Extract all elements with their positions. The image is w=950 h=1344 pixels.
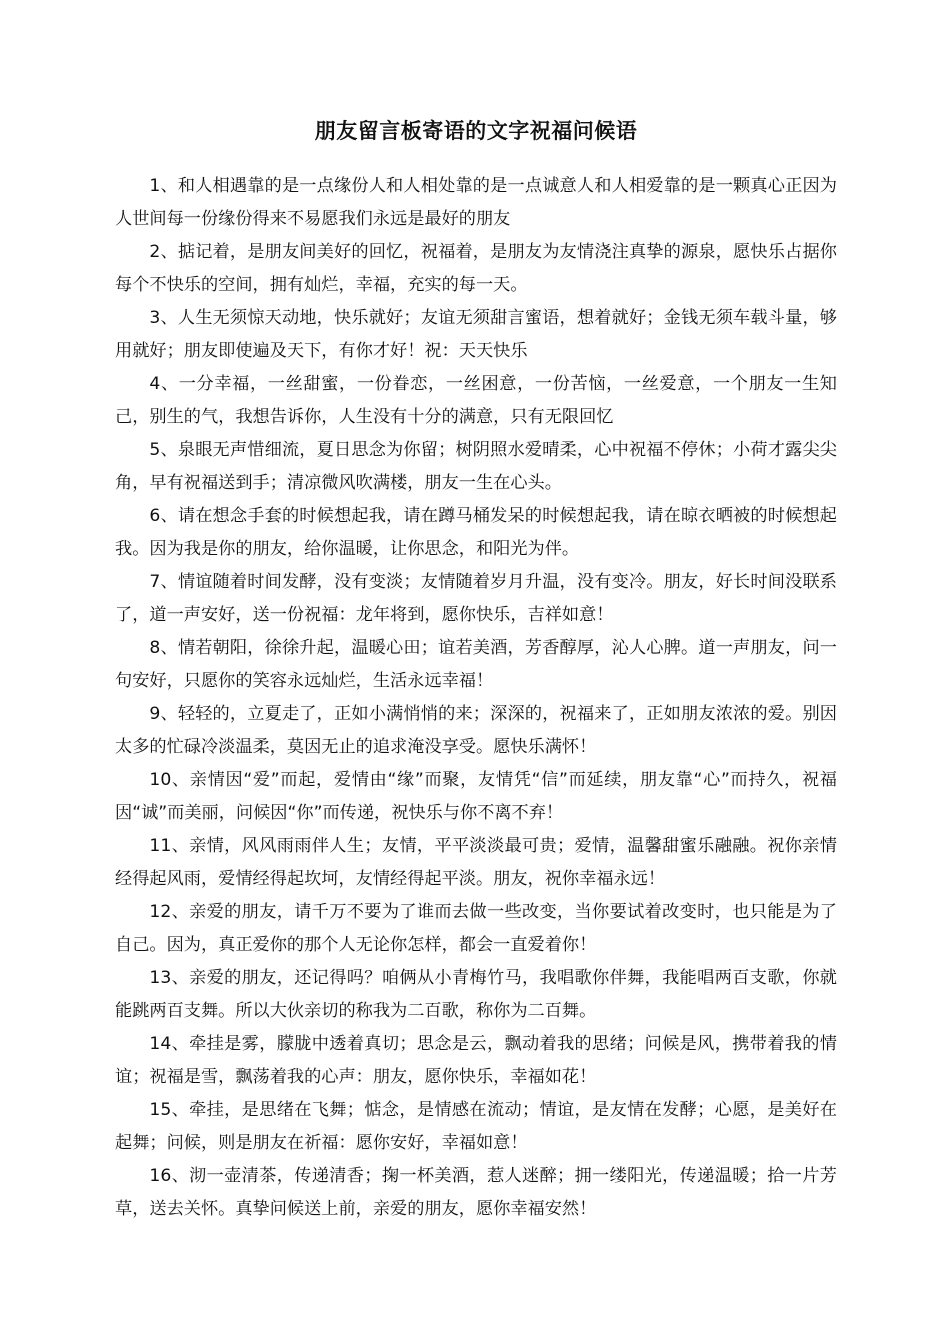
paragraph: 8、情若朝阳，徐徐升起，温暖心田；谊若美酒，芳香醇厚，沁人心脾。道一声朋友，问一句安好，只愿你的笑容永远灿烂，生活永远幸福！ [115,638,837,691]
paragraph: 1、和人相遇靠的是一点缘份人和人相处靠的是一点诚意人和人相爱靠的是一颗真心正因为人世间每一份缘份得来不易愿我们永远是最好的朋友 [115,176,837,229]
paragraph: 10、亲情因“爱”而起，爱情由“缘”而聚，友情凭“信”而延续，朋友靠“心”而持久，祝福因“诚”而美丽，问候因“你”而传递，祝快乐与你不离不弃！ [115,770,837,823]
paragraph: 13、亲爱的朋友，还记得吗？咱俩从小青梅竹马，我唱歌你伴舞，我能唱两百支歌，你就能跳两百支舞。所以大伙亲切的称我为二百歌，称你为二百舞。 [115,968,837,1021]
paragraph: 6、请在想念手套的时候想起我，请在蹲马桶发呆的时候想起我，请在晾衣晒被的时候想起我。因为我是你的朋友，给你温暖，让你思念，和阳光为伴。 [115,506,837,559]
paragraph: 14、牵挂是雾，朦胧中透着真切；思念是云，飘动着我的思绪；问候是风，携带着我的情谊；祝福是雪，飘荡着我的心声：朋友，愿你快乐，幸福如花！ [115,1034,837,1087]
paragraph: 5、泉眼无声惜细流，夏日思念为你留；树阴照水爱晴柔，心中祝福不停休；小荷才露尖尖角，早有祝福送到手；清凉微风吹满楼，朋友一生在心头。 [115,440,837,493]
paragraph: 15、牵挂，是思绪在飞舞；惦念，是情感在流动；情谊，是友情在发酵；心愿，是美好在起舞；问候，则是朋友在祈福：愿你安好，幸福如意！ [115,1100,837,1153]
paragraph: 3、人生无须惊天动地，快乐就好；友谊无须甜言蜜语，想着就好；金钱无须车载斗量，够用就好；朋友即使遍及天下，有你才好！祝：天天快乐 [115,308,837,361]
paragraph: 4、一分幸福，一丝甜蜜，一份眷恋，一丝困意，一份苦恼，一丝爱意，一个朋友一生知己，别生的气，我想告诉你，人生没有十分的满意，只有无限回忆 [115,374,837,427]
paragraph: 11、亲情，风风雨雨伴人生；友情，平平淡淡最可贵；爱情，温馨甜蜜乐融融。祝你亲情经得起风雨，爱情经得起坎坷，友情经得起平淡。朋友，祝你幸福永远！ [115,836,837,889]
document-title: 朋友留言板寄语的文字祝福问候语 [314,119,638,143]
paragraph: 9、轻轻的，立夏走了，正如小满悄悄的来；深深的，祝福来了，正如朋友浓浓的爱。别因太多的忙碌冷淡温柔，莫因无止的追求淹没享受。愿快乐满怀！ [115,704,837,757]
paragraph: 16、沏一壶清茶，传递清香；掬一杯美酒，惹人迷醉；拥一缕阳光，传递温暖；拾一片芳草，送去关怀。真挚问候送上前，亲爱的朋友，愿你幸福安然！ [115,1166,837,1219]
paragraph: 7、情谊随着时间发酵，没有变淡；友情随着岁月升温，没有变冷。朋友，好长时间没联系了，道一声安好，送一份祝福：龙年将到，愿你快乐，吉祥如意！ [115,572,837,625]
document-body [115,170,837,1226]
document-page [115,112,837,1226]
paragraph: 12、亲爱的朋友，请千万不要为了谁而去做一些改变，当你要试着改变时，也只能是为了自己。因为，真正爱你的那个人无论你怎样，都会一直爱着你！ [115,902,837,955]
paragraph: 2、掂记着，是朋友间美好的回忆，祝福着，是朋友为友情浇注真挚的源泉，愿快乐占据你每个不快乐的空间，拥有灿烂，幸福，充实的每一天。 [115,242,837,295]
